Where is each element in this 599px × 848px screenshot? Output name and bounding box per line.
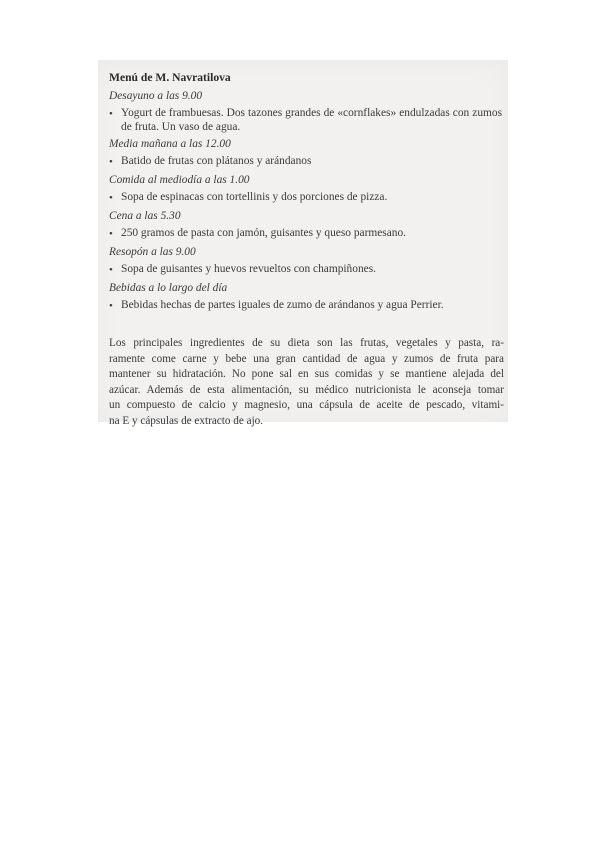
bullet-icon: •	[109, 300, 113, 312]
menu-item-text: Sopa de guisantes y huevos revueltos con champiñones.	[121, 263, 376, 275]
paragraph-line: Los principales ingredientes de su dieta son las frutas, vegetales y pasta, ra-	[109, 337, 504, 349]
bullet-icon: •	[109, 228, 113, 240]
menu-item-text: 250 gramos de pasta con jamón, guisantes y queso parmesano.	[121, 227, 407, 239]
menu-item-text: Sopa de espinacas con tortellinis y dos porciones de pizza.	[121, 191, 388, 203]
menu-item	[109, 106, 502, 134]
section-heading: Cena a las 5.30	[109, 210, 181, 222]
menu-section-breakfast	[109, 88, 502, 134]
section-heading: Bebidas a lo largo del día	[109, 282, 228, 294]
paragraph-line: azúcar. Además de esta alimentación, su médico nutricionista le aconseja tomar	[109, 383, 504, 396]
bullet-icon: •	[109, 264, 113, 276]
paragraph-line: na E y cápsulas de extracto de ajo.	[109, 414, 264, 427]
document-content	[109, 70, 504, 429]
bullet-icon: •	[109, 108, 113, 120]
menu-item	[109, 190, 502, 206]
body-paragraph	[109, 336, 504, 429]
menu-item	[109, 226, 502, 242]
bullet-icon: •	[109, 156, 113, 168]
menu-section-dinner	[109, 208, 502, 242]
menu-item-text: Batido de frutas con plátanos y arándanos	[121, 155, 312, 167]
menu-item	[109, 298, 502, 314]
menu-item-text: Yogurt de frambuesas. Dos tazones grandes de «cornflakes» endulzadas con zumos de fruta. Un vaso de agua.	[121, 107, 502, 133]
section-heading: Media mañana a las 12.00	[109, 138, 231, 150]
menu-section-lunch	[109, 172, 502, 206]
menu-item	[109, 154, 502, 170]
menu-section-late-snack	[109, 244, 502, 278]
section-heading: Comida al mediodía a las 1.00	[109, 174, 250, 186]
section-heading: Resopón a las 9.00	[109, 246, 196, 258]
menu-box	[109, 70, 504, 314]
paragraph-line: ramente come carne y bebe una gran cantidad de agua y zumos de fruta para	[109, 352, 504, 365]
menu-item-text: Bebidas hechas de partes iguales de zumo de arándanos y agua Perrier.	[121, 299, 444, 311]
menu-item	[109, 262, 502, 278]
paragraph-line: un compuesto de calcio y magnesio, una cápsula de aceite de pescado, vitami-	[109, 399, 504, 411]
section-heading: Desayuno a las 9.00	[109, 90, 203, 102]
bullet-icon: •	[109, 192, 113, 204]
menu-section-drinks	[109, 280, 502, 314]
menu-title: Menú de M. Navratilova	[109, 71, 231, 84]
menu-section-midmorning	[109, 136, 502, 170]
paragraph-line: mantener su hidratación. No pone sal en sus comidas y se mantiene alejada del	[109, 368, 504, 380]
